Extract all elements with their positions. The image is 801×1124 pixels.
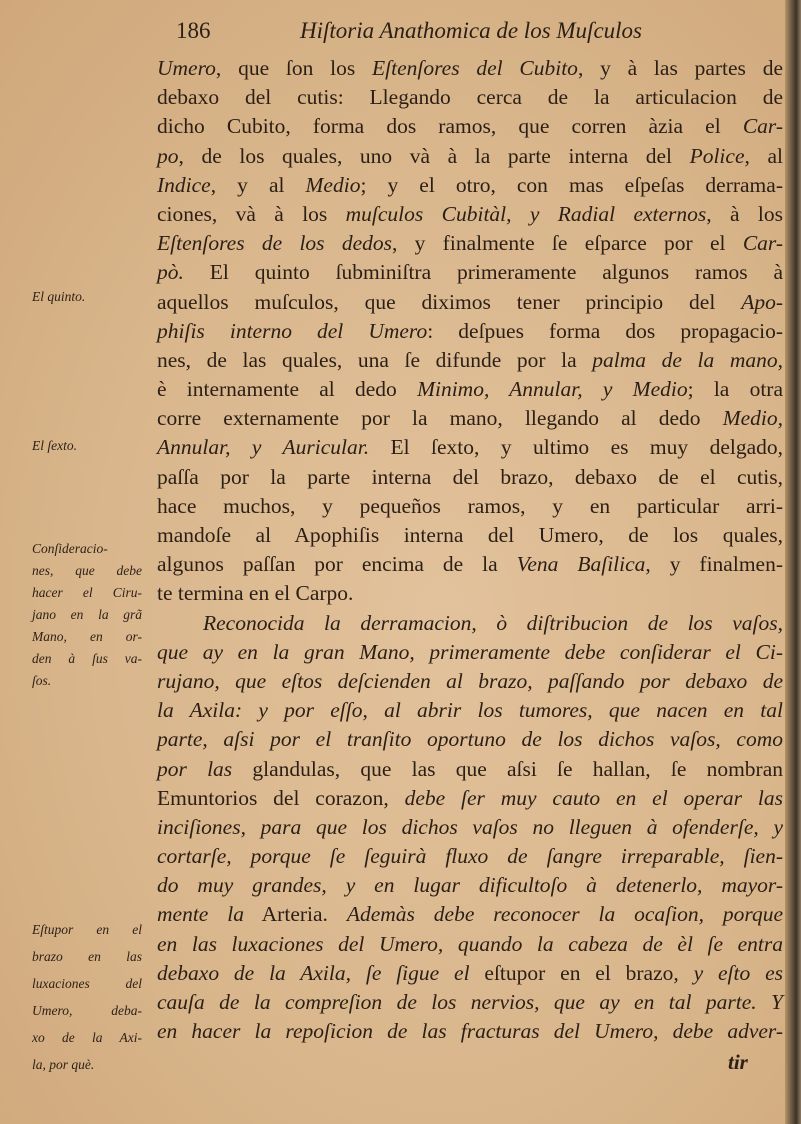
margin-note-consideraciones	[32, 538, 142, 692]
italic-text: Car-	[742, 231, 783, 256]
roman-text: eſtupor en el brazo	[469, 960, 674, 985]
margin-note-line: luxaciones del	[32, 976, 142, 991]
text-line	[157, 229, 783, 258]
roman-text: : deſpues forma dos propagacio-	[427, 318, 783, 343]
italic-text: la Axila: y por eſſo, al abrir los tumores, que nacen en tal	[157, 698, 783, 723]
italic-text: Medio,	[722, 406, 783, 431]
text-line	[157, 725, 783, 754]
text-line	[157, 579, 783, 608]
italic-text: debaxo de la Axila, ſe ſigue el	[157, 960, 470, 985]
text-line	[157, 404, 783, 433]
margin-note-line: Umero, deba-	[32, 1003, 142, 1018]
roman-text: te termina en el Carpo.	[157, 581, 354, 606]
roman-text: ; la otra	[687, 377, 784, 402]
roman-text: paſſa por la parte interna del brazo, debaxo de el cutis,	[157, 464, 783, 489]
italic-text: Apo-	[741, 289, 783, 314]
italic-text: por las	[157, 756, 233, 781]
text-line	[157, 871, 783, 900]
text-line	[157, 83, 783, 112]
italic-text: palma de la mano	[592, 347, 778, 372]
roman-text: corre externamente por la mano, llegando al dedo	[157, 406, 723, 431]
text-line	[157, 550, 783, 579]
italic-text: debe ſer muy cauto en el operar las	[404, 785, 783, 810]
roman-text: è internamente al dedo	[157, 377, 418, 402]
roman-text: , y à las partes de	[577, 56, 783, 80]
roman-text: aquellos muſculos, que diximos tener principio del	[157, 289, 742, 314]
running-title: Hiſtoria Anathomica de los Muſculos	[300, 18, 643, 43]
margin-note-el-sexto	[32, 438, 142, 454]
roman-text: , à los	[706, 201, 783, 226]
text-line	[157, 755, 783, 784]
catchword: tir	[728, 1050, 748, 1074]
text-line	[157, 112, 783, 141]
roman-text: ciones, và à los	[157, 201, 346, 226]
italic-text: Police	[689, 143, 745, 168]
italic-text: en las luxaciones del Umero, quando la cabeza de èl ſe entra	[157, 931, 783, 956]
text-line	[157, 988, 783, 1017]
roman-text: , que ſon los	[215, 56, 372, 80]
italic-text: mente la	[157, 902, 244, 927]
italic-text: Car-	[742, 114, 783, 139]
text-line	[157, 959, 783, 988]
italic-text: cortarſe, porque ſe ſeguirà fluxo de ſangre irreparable, ſien-	[157, 844, 783, 869]
margin-note-line: Mano, en or-	[32, 629, 142, 644]
italic-text: rujano, que eſtos deſcienden al brazo, paſſando por debaxo de	[157, 668, 783, 693]
italic-text: muſculos Cubitàl, y Radial externos	[345, 201, 707, 226]
roman-text: , de los quales, uno và à la parte interna del	[178, 143, 690, 168]
italic-text: Medio	[305, 172, 361, 197]
text-line	[157, 1017, 783, 1046]
italic-text: parte, aſsi por el tranſito oportuno de los dichos vaſos, como	[157, 727, 783, 752]
italic-text: cauſa de la compreſion de los nervios, que ay en tal parte. Y	[157, 990, 783, 1014]
roman-text: El quinto ſubminiſtra primeramente algunos ramos à	[183, 260, 783, 285]
margin-note-el-quinto	[32, 289, 142, 305]
margin-note-line: Eſtupor en el	[32, 922, 142, 937]
italic-text: Annular, y Auricular.	[157, 435, 370, 460]
margin-note-line: Conſideracio-	[32, 541, 108, 556]
text-line	[157, 433, 783, 462]
roman-text: , y al	[210, 172, 306, 197]
italic-text: , y eſto es	[673, 960, 784, 985]
italic-text: Eſtenſores del Cubito	[372, 56, 578, 80]
roman-text: nes, de las quales, una ſe difunde por la	[157, 347, 593, 372]
text-line	[157, 375, 783, 404]
text-line	[157, 54, 783, 83]
roman-text: Emuntorios del corazon,	[157, 785, 405, 810]
italic-text: Ademàs debe reconocer la ocaſion, porque	[346, 902, 783, 927]
italic-text: inciſiones, para que los dichos vaſos no lleguen à ofenderſe, y	[157, 814, 783, 839]
roman-text: hace muchos, y pequeños ramos, y en particular arri-	[157, 493, 783, 518]
roman-text: glandulas, que las que aſsi ſe hallan, ſe nombran	[232, 756, 783, 781]
book-binding-edge	[785, 0, 801, 1124]
text-line	[157, 288, 783, 317]
margin-note-line: xo de la Axi-	[32, 1030, 142, 1045]
roman-text: mandoſe al Apophiſis interna del Umero, de los quales,	[157, 523, 783, 547]
text-line	[157, 900, 783, 929]
italic-text: Reconocida la derramacion, ò diſtribucion de los vaſos,	[203, 610, 783, 635]
roman-text: dicho Cubito, forma dos ramos, que corren àzia el	[157, 114, 743, 139]
text-line	[157, 609, 783, 638]
text-line	[157, 317, 783, 346]
margin-note-line: brazo en las	[32, 949, 142, 964]
italic-text: po	[157, 143, 179, 168]
text-line	[157, 784, 783, 813]
roman-text: , y finalmente ſe eſparce por el	[391, 231, 743, 256]
italic-text: que ay en la gran Mano, primeramente debe conſiderar el Ci-	[157, 639, 783, 664]
margin-note-line: jano en la grã	[32, 607, 142, 622]
text-line	[157, 200, 783, 229]
text-line	[157, 492, 783, 521]
italic-text: Minimo, Annular, y Medio	[417, 377, 688, 402]
italic-text: en hacer la repoſicion de las fracturas del Umero, debe adver-	[157, 1019, 783, 1044]
text-line	[157, 696, 783, 725]
text-line	[157, 171, 783, 200]
roman-text: ; y el otro, con mas eſpeſas derrama-	[360, 172, 783, 197]
italic-text: do muy grandes, y en lugar dificultoſo à detenerlo, mayor-	[157, 873, 783, 898]
body-text	[157, 54, 783, 1046]
margin-note-line: den à ſus va-	[32, 651, 142, 666]
text-line	[157, 142, 783, 171]
italic-text: Indice	[157, 172, 211, 197]
margin-note-line: nes, que debe	[32, 563, 142, 578]
italic-text: Umero	[157, 56, 216, 80]
margin-note-line: El ſexto.	[32, 438, 77, 453]
text-line	[157, 667, 783, 696]
roman-text: algunos paſſan por encima de la	[157, 552, 517, 577]
text-line	[157, 463, 783, 492]
margin-note-estupor	[32, 916, 142, 1078]
italic-text: Eſtenſores de los dedos	[157, 231, 392, 256]
text-line	[157, 258, 783, 287]
roman-text: Arteria.	[243, 902, 347, 927]
text-line	[157, 346, 783, 375]
italic-text: Vena Baſilica	[516, 552, 646, 577]
italic-text: phiſis interno del Umero	[157, 318, 428, 343]
text-line	[157, 930, 783, 959]
roman-text: , y finalmen-	[645, 552, 784, 577]
text-line	[157, 842, 783, 871]
text-line	[157, 638, 783, 667]
page-number: 186	[176, 18, 211, 43]
margin-note-line: ſos.	[32, 673, 52, 688]
text-line	[157, 521, 783, 550]
roman-text: debaxo del cutis: Llegando cerca de la articulacion de	[157, 85, 783, 110]
italic-text: pò.	[157, 260, 184, 285]
text-line	[157, 813, 783, 842]
roman-text: ,	[777, 347, 784, 372]
roman-text: El ſexto, y ultimo es muy delgado,	[369, 435, 783, 460]
margin-note-line: hacer el Ciru-	[32, 585, 142, 600]
roman-text: , al	[744, 143, 783, 168]
margin-note-line: la, por què.	[32, 1057, 95, 1072]
margin-note-line: El quinto.	[32, 289, 86, 304]
